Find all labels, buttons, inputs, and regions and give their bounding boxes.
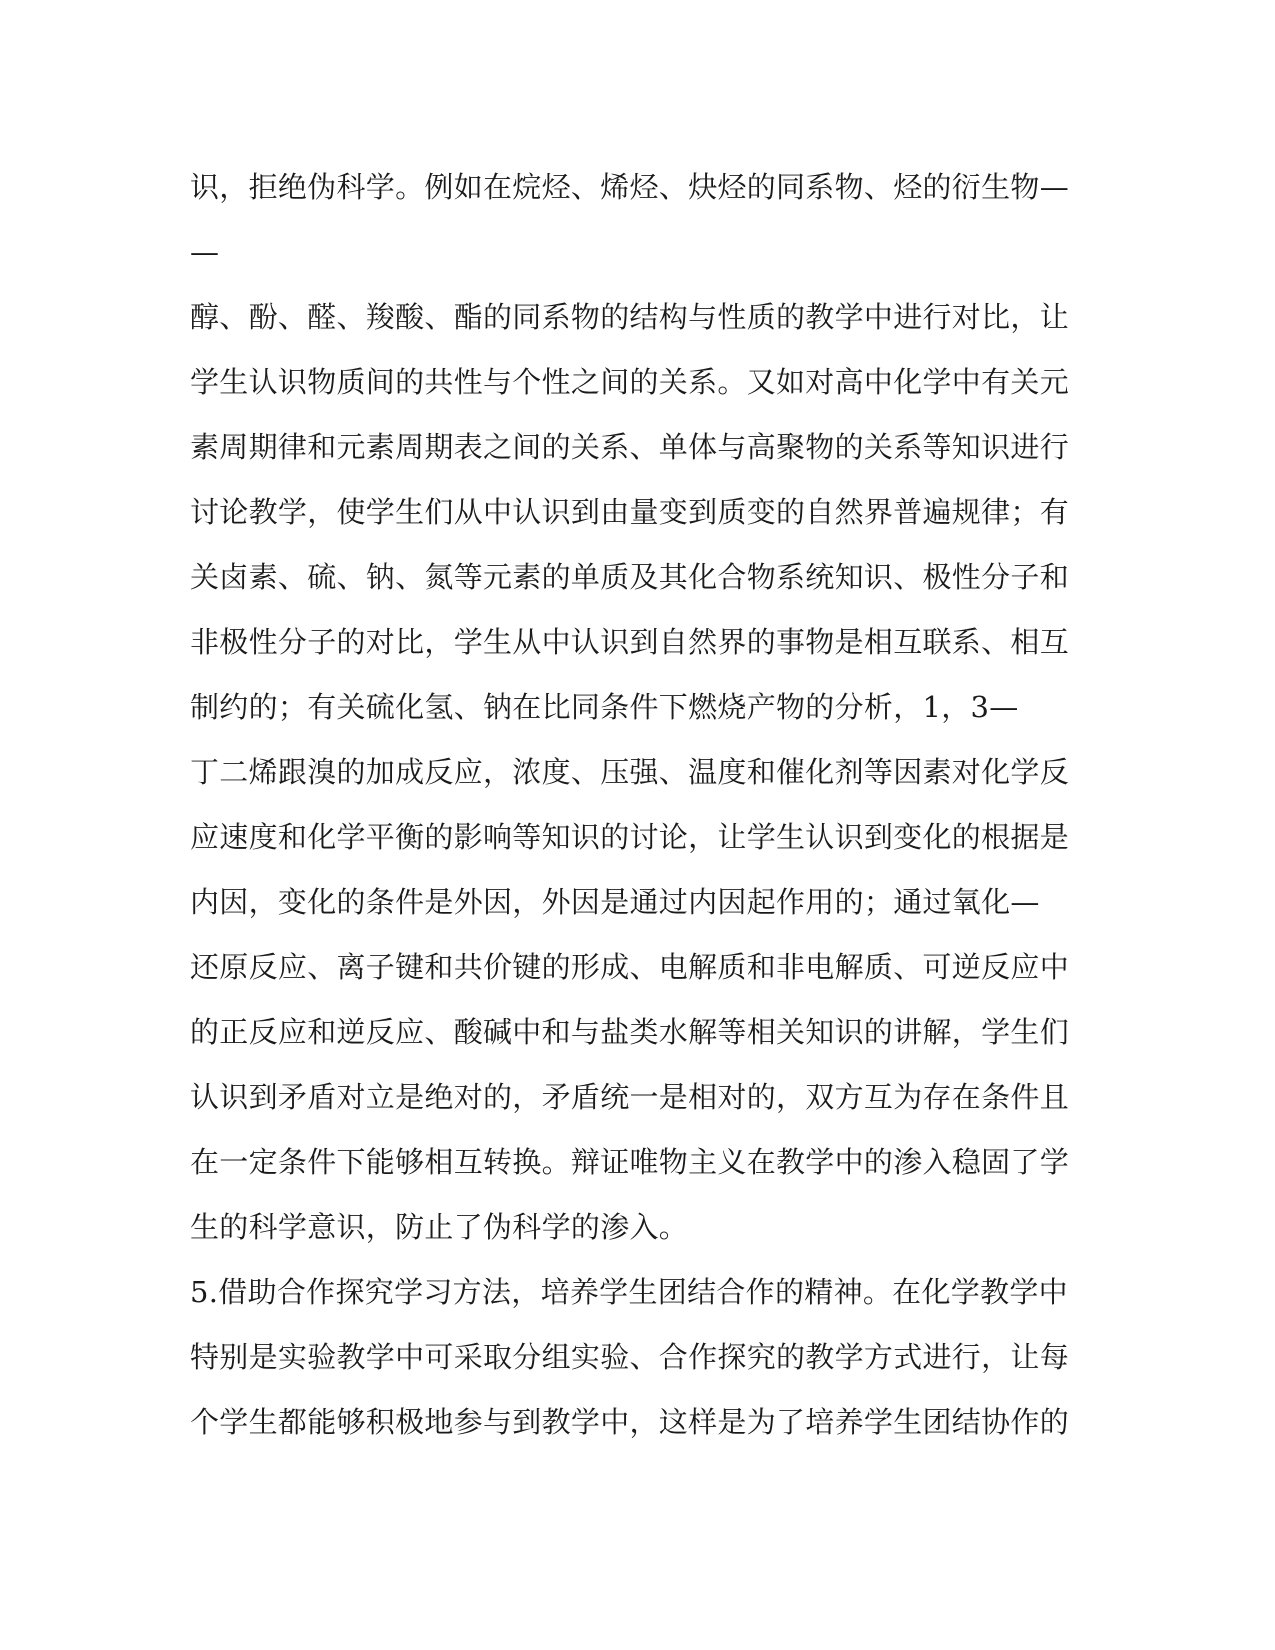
text-line: 在一定条件下能够相互转换。辩证唯物主义在教学中的渗入稳固了学 bbox=[190, 1145, 1070, 1179]
text-line: 认识到矛盾对立是绝对的，矛盾统一是相对的，双方互为存在条件且 bbox=[190, 1080, 1070, 1114]
text-line: 制约的；有关硫化氢、钠在比同条件下燃烧产物的分析，1，3— bbox=[190, 690, 1019, 724]
text-line: 内因，变化的条件是外因，外因是通过内因起作用的；通过氧化— bbox=[190, 885, 1040, 919]
text-line: 醇、酚、醛、羧酸、酯的同系物的结构与性质的教学中进行对比，让 bbox=[190, 300, 1070, 334]
text-line: 非极性分子的对比，学生从中认识到自然界的事物是相互联系、相互 bbox=[190, 625, 1070, 659]
text-line: 应速度和化学平衡的影响等知识的讨论，让学生认识到变化的根据是 bbox=[190, 820, 1070, 854]
text-line: 个学生都能够积极地参与到教学中，这样是为了培养学生团结协作的 bbox=[190, 1405, 1070, 1439]
text-line: 关卤素、硫、钠、氮等元素的单质及其化合物系统知识、极性分子和 bbox=[190, 560, 1070, 594]
text-line: 讨论教学，使学生们从中认识到由量变到质变的自然界普遍规律；有 bbox=[190, 495, 1070, 529]
text-line: 生的科学意识，防止了伪科学的渗入。 bbox=[190, 1210, 689, 1244]
text-line: 识，拒绝伪科学。例如在烷烃、烯烃、炔烃的同系物、烃的衍生物— bbox=[190, 170, 1070, 204]
text-line: 还原反应、离子键和共价键的形成、电解质和非电解质、可逆反应中 bbox=[190, 950, 1070, 984]
text-line: — bbox=[190, 235, 220, 269]
text-line: 5.借助合作探究学习方法，培养学生团结合作的精神。在化学教学中 bbox=[190, 1275, 1068, 1309]
text-line: 的正反应和逆反应、酸碱中和与盐类水解等相关知识的讲解，学生们 bbox=[190, 1015, 1070, 1049]
text-line: 特别是实验教学中可采取分组实验、合作探究的教学方式进行，让每 bbox=[190, 1340, 1070, 1374]
text-line: 丁二烯跟溴的加成反应，浓度、压强、温度和催化剂等因素对化学反 bbox=[190, 755, 1070, 789]
body-text bbox=[190, 155, 1070, 1455]
text-line: 学生认识物质间的共性与个性之间的关系。又如对高中化学中有关元 bbox=[190, 365, 1070, 399]
text-line: 素周期律和元素周期表之间的关系、单体与高聚物的关系等知识进行 bbox=[190, 430, 1070, 464]
